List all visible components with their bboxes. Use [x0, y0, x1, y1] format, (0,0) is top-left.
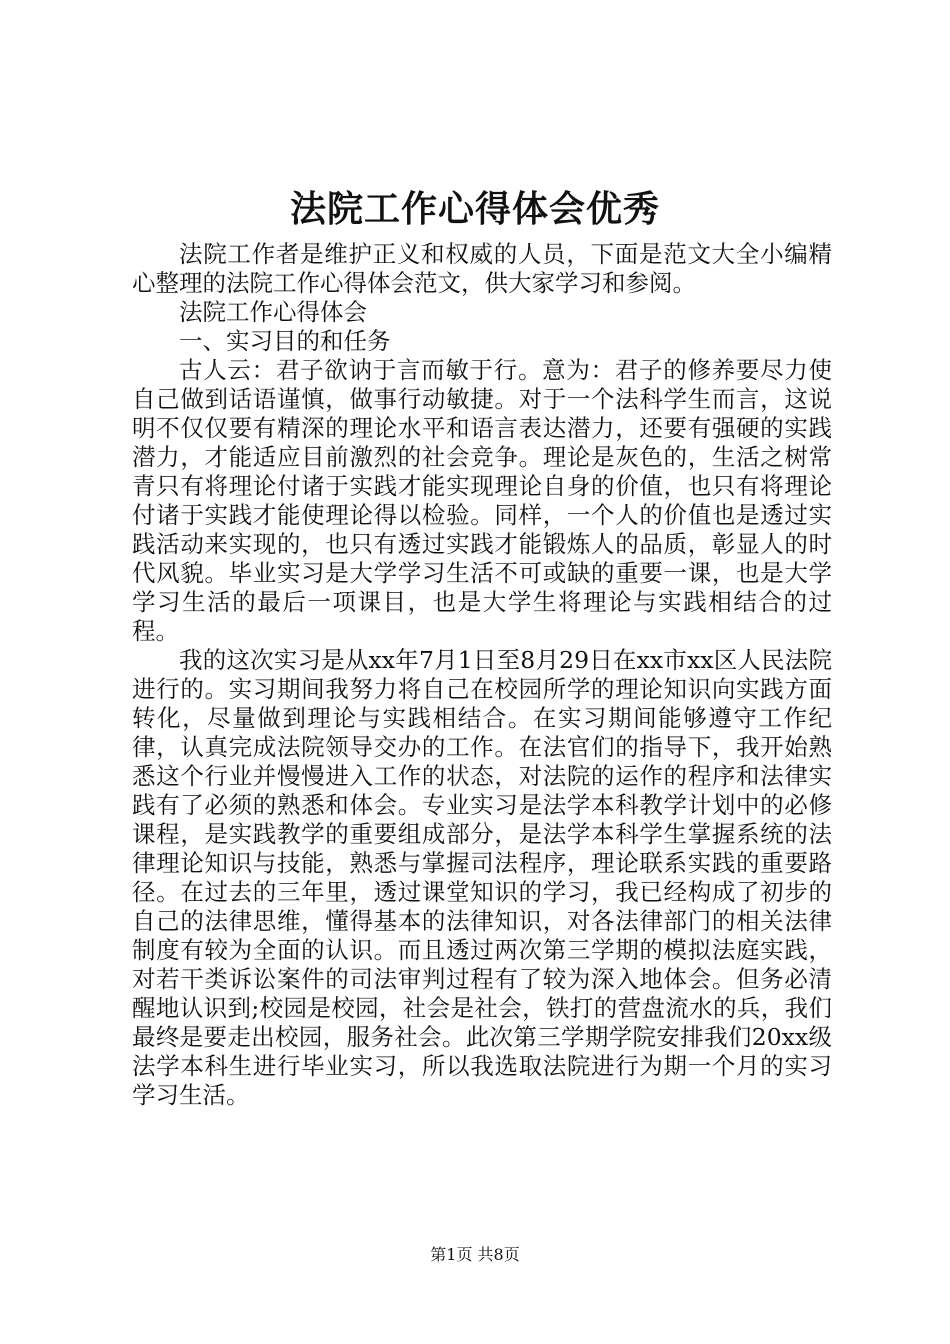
section-heading-purpose: 一、实习目的和任务: [179, 327, 391, 355]
document-title: 法院工作心得体会优秀: [289, 188, 660, 230]
page-number-footer: 第1页 共8页: [430, 1245, 520, 1264]
document-body: [132, 240, 832, 1110]
paragraph-intro: 法院工作者是维护正义和权威的人员，下面是范文大全小编精心整理的法院工作心得体会范文，供大家学习和参阅。: [132, 240, 832, 297]
paragraph-purpose: 古人云：君子欲讷于言而敏于行。意为：君子的修养要尽力使自己做到话语谨慎，做事行动敏捷。对于一个法科学生而言，这说明不仅仅要有精深的理论水平和语言表达潜力，还要有强硬的实践潜力，才能适应目前激烈的社会竞争。理论是灰色的，生活之树常青只有将理论付诸于实践才能实现理论自身的价值，也只有将理论付诸于实践才能使理论得以检验。同样，一个人的价值也是透过实践活动来实现的，也只有透过实践才能锻炼人的品质，彰显人的时代风貌。毕业实习是大学学习生活不可或缺的重要一课，也是大学学习生活的最后一项课目，也是大学生将理论与实践相结合的过程。: [132, 356, 832, 645]
section-heading-main: 法院工作心得体会: [179, 298, 367, 326]
paragraph-internship: 我的这次实习是从xx年7月1日至8月29日在xx市xx区人民法院进行的。实习期间我努力将自己在校园所学的理论知识向实践方面转化，尽量做到理论与实践相结合。在实习期间能够遵守工作纪律，认真完成法院领导交办的工作。在法官们的指导下，我开始熟悉这个行业并慢慢进入工作的状态，对法院的运作的程序和法律实践有了必须的熟悉和体会。专业实习是法学本科教学计划中的必修课程，是实践教学的重要组成部分，是法学本科学生掌握系统的法律理论知识与技能，熟悉与掌握司法程序，理论联系实践的重要路径。在过去的三年里，透过课堂知识的学习，我已经构成了初步的自己的法律思维，懂得基本的法律知识，对各法律部门的相关法律制度有较为全面的认识。而且透过两次第三学期的模拟法庭实践，对若干类诉讼案件的司法审判过程有了较为深入地体会。但务必清醒地认识到;校园是校园，社会是社会，铁打的营盘流水的兵，我们最终是要走出校园，服务社会。此次第三学期学院安排我们20xx级法学本科生进行毕业实习，所以我选取法院进行为期一个月的实习学习生活。: [132, 646, 832, 1109]
